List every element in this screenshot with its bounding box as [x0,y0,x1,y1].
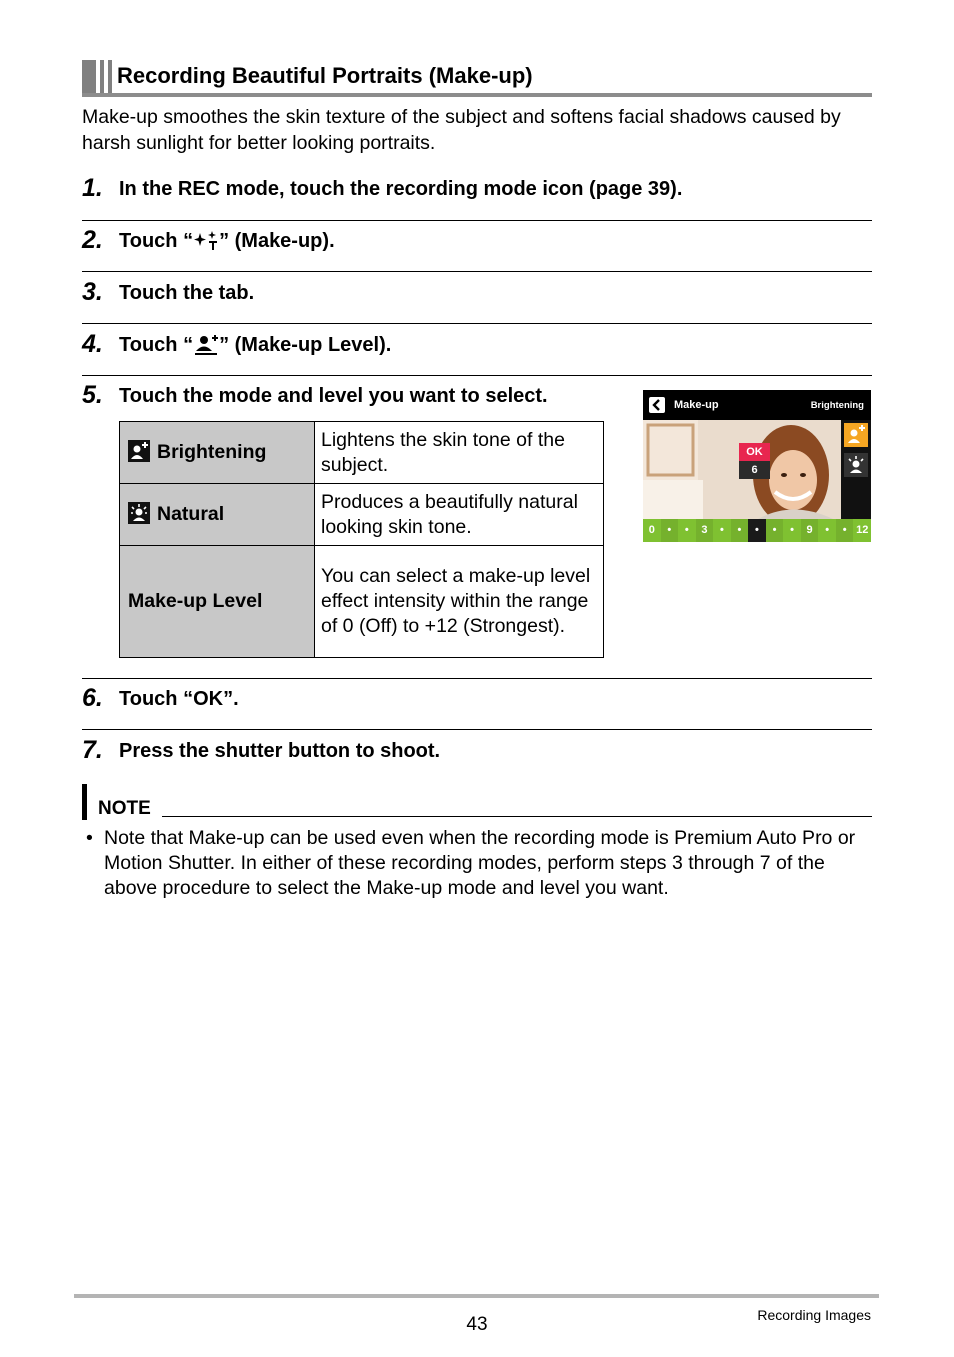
note-rule [162,816,872,817]
scale-step[interactable]: • [836,519,854,542]
scale-step[interactable]: • [790,524,794,536]
table-value: Lightens the skin tone of the subject. [315,422,604,484]
camera-side-panel [841,420,871,519]
note-text: Note that Make-up can be used even when the recording mode is Premium Auto Pro or Motion Shutter. In either of these recording modes, perform steps 3 through 7 of the above procedure to select the Make-up mode and level you want. [104,827,856,899]
step-2-pre: Touch “ [119,230,194,252]
brightening-icon [128,440,150,462]
step-number: 7. [82,736,103,764]
table-row [120,484,604,546]
step-5-text: Touch the mode and level you want to select. [119,385,548,407]
scale-step[interactable]: • [766,519,784,542]
step-2-text [119,230,335,253]
natural-icon [128,502,150,524]
table-value: You can select a make-up level effect intensity within the range of 0 (Off) to +12 (Strongest). [315,546,604,658]
makeup-mode-table [119,421,604,658]
step-number: 6. [82,684,103,712]
table-value: Produces a beautifully natural looking skin tone. [315,484,604,546]
step-divider [82,271,872,272]
footer-rule [74,1294,879,1298]
scale-step[interactable]: 3 [696,519,714,542]
step-divider [82,678,872,679]
portrait-photo [643,420,841,519]
step-divider [82,323,872,324]
step-3-text: Touch the tab. [119,282,255,304]
section-title: Recording Beautiful Portraits (Make-up) [117,63,533,88]
step-7 [82,736,103,765]
scale-step[interactable]: • [684,524,689,536]
camera-screen-image [643,390,871,542]
step-1-text: In the REC mode, touch the recording mode icon (page 39). [119,178,683,200]
step-divider [82,375,872,376]
camera-top-bar [643,390,871,420]
step-divider [82,220,872,221]
ok-button[interactable]: OK [739,443,770,461]
table-key [120,422,315,484]
table-key [120,484,315,546]
level-scale[interactable] [643,519,871,542]
back-icon [649,397,665,413]
step-divider [82,729,872,730]
step-2-post: ” (Make-up). [219,230,335,252]
step-number: 4. [82,330,103,358]
scale-step[interactable]: 9 [801,519,819,542]
step-4-text [119,334,391,357]
scale-step[interactable]: • [825,524,830,536]
step-6-text: Touch “OK”. [119,688,239,710]
step-3 [82,278,103,307]
makeup-icon [193,230,219,252]
natural-mode-button[interactable] [844,453,868,477]
step-7-text: Press the shutter button to shoot. [119,740,441,762]
heading-bars [82,60,112,96]
scale-step[interactable]: • [748,519,766,542]
heading-rule [82,93,872,97]
step-2 [82,226,103,255]
section-heading [82,58,872,98]
table-key-label: Natural [157,503,225,525]
table-row [120,546,604,658]
table-row [120,422,604,484]
intro-paragraph: Make-up smoothes the skin texture of the subject and softens facial shadows caused by harsh sunlight for better looking portraits. [82,106,841,154]
scale-step[interactable]: • [731,519,749,542]
table-key-label: Brightening [157,441,267,463]
note-label: NOTE [98,798,151,819]
makeup-level-icon [193,334,219,356]
page-number: 43 [466,1314,488,1335]
camera-title: Make-up [674,399,719,411]
camera-mode: Brightening [810,400,864,411]
brightening-mode-button[interactable] [844,423,868,447]
scale-step[interactable]: • [661,519,679,542]
step-1 [82,174,103,203]
step-number: 2. [82,226,103,254]
scale-step[interactable]: 12 [856,524,869,536]
step-number: 3. [82,278,103,306]
table-key [120,546,315,658]
step-4 [82,330,103,359]
step-6 [82,684,103,713]
footer-section: Recording Images [757,1307,871,1323]
table-key-label: Make-up Level [128,590,263,612]
step-number: 1. [82,174,103,202]
step-5 [82,381,103,410]
scale-step[interactable]: • [719,524,724,536]
scale-step[interactable]: 0 [648,524,655,536]
level-value: 6 [739,461,770,479]
note-bullet: • [86,827,93,849]
step-4-post: ” (Make-up Level). [219,334,392,356]
step-4-pre: Touch “ [119,334,194,356]
note-bar [82,784,87,820]
step-number: 5. [82,381,103,409]
